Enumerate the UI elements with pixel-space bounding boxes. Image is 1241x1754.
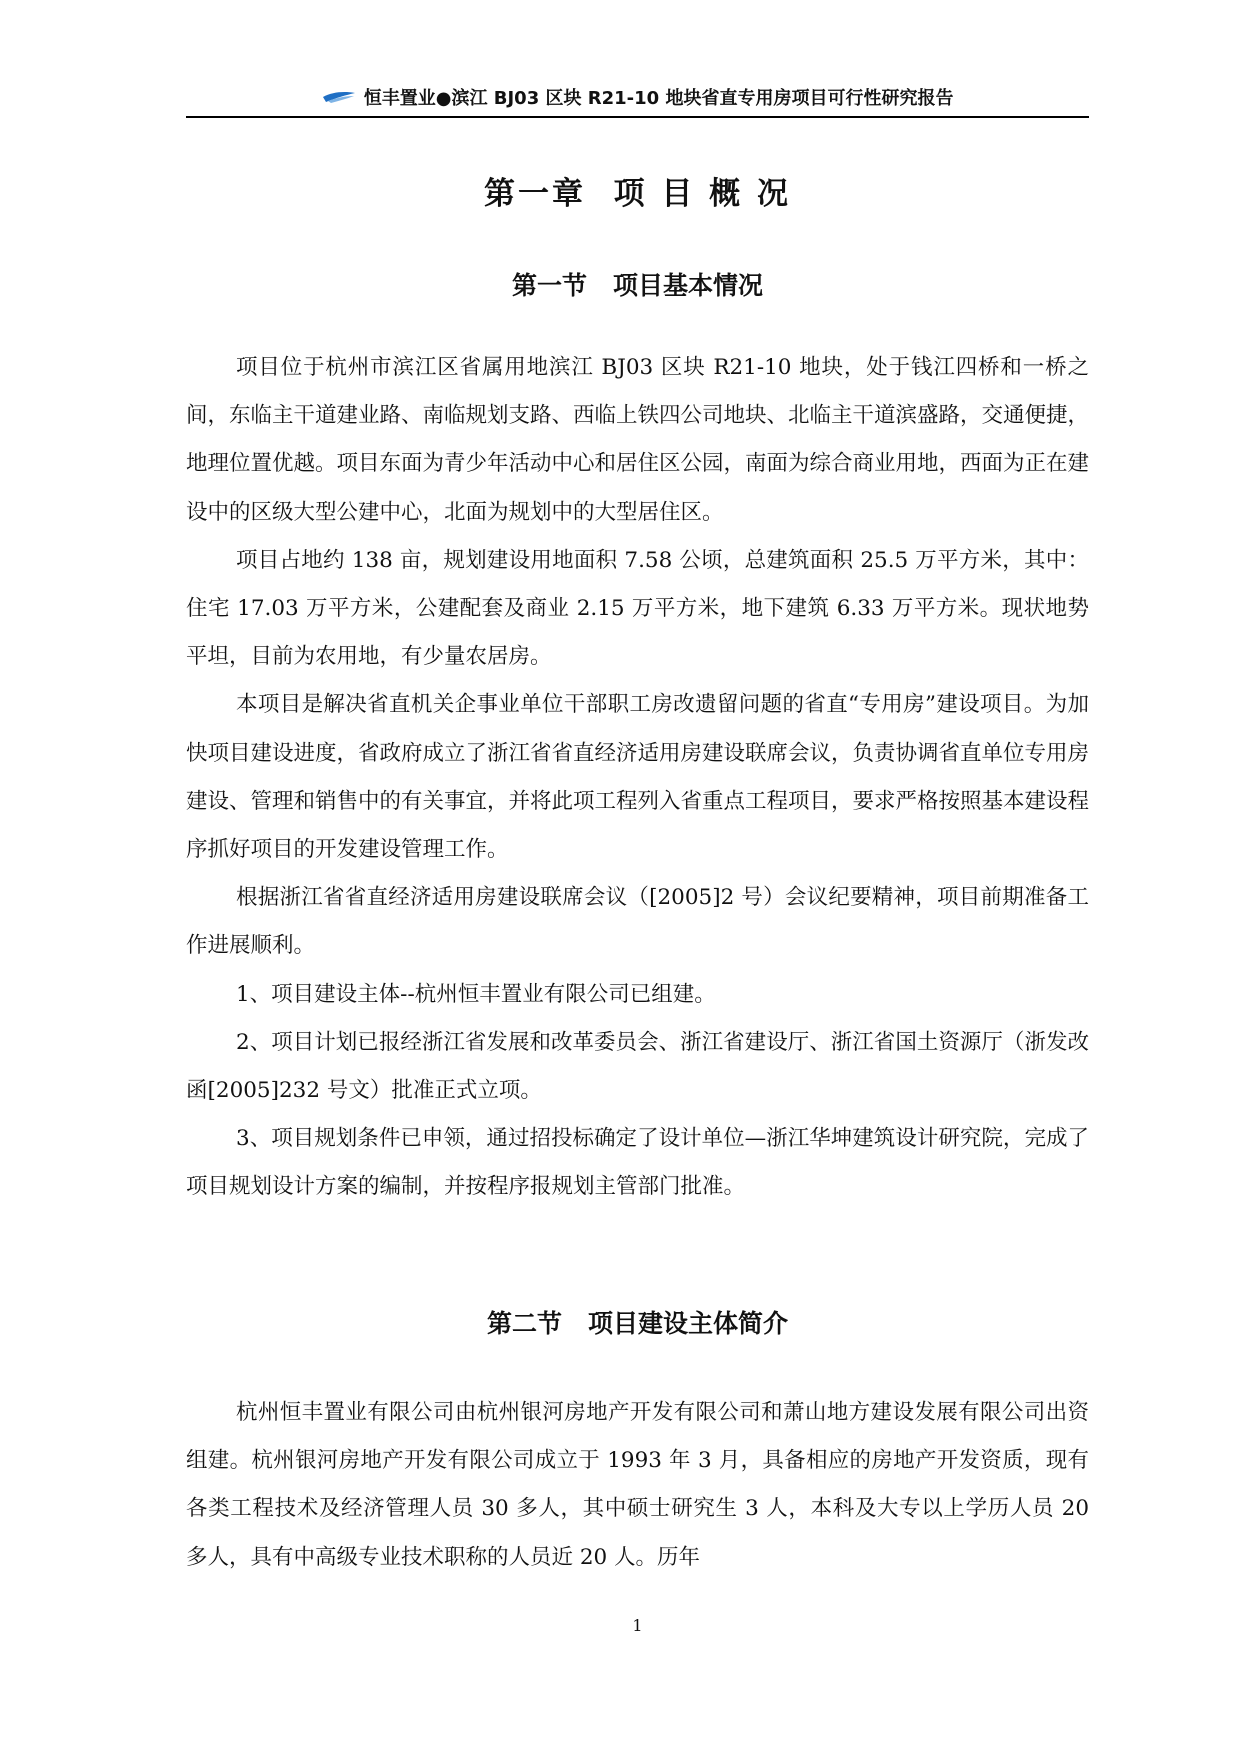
body-paragraph: 根据浙江省省直经济适用房建设联席会议（[2005]2 号）会议纪要精神，项目前期准备工作进展顺利。 [186, 885, 1089, 959]
header-title: 恒丰置业●滨江 BJ03 区块 R21-10 地块省直专用房项目可行性研究报告 [363, 88, 954, 109]
body-paragraph: 杭州恒丰置业有限公司由杭州银河房地产开发有限公司和萧山地方建设发展有限公司出资组建。杭州银河房地产开发有限公司成立于 1993 年 3 月，具备相应的房地产开发资质，现有各类工程技术及经济管理人员 30 多人，其中硕士研究生 3 人，本科及大专以上学历人员 20 多人，具有中高级专业技术职称的人员近 20 人。历年 [186, 1400, 1089, 1570]
list-item: 3、项目规划条件已申领，通过招投标确定了设计单位—浙江华坤建筑设计研究院，完成了项目规划设计方案的编制，并按程序报规划主管部门批准。 [186, 1126, 1089, 1200]
section-body [186, 344, 1089, 1212]
body-paragraph: 项目占地约 138 亩，规划建设用地面积 7.58 公顷，总建筑面积 25.5 万平方米，其中：住宅 17.03 万平方米，公建配套及商业 2.15 万平方米，地下建筑 6.33 万平方米。现状地势平坦，目前为农用地，有少量农居房。 [186, 547, 1089, 670]
body-paragraph: 项目位于杭州市滨江区省属用地滨江 BJ03 区块 R21-10 地块，处于钱江四桥和一桥之间，东临主干道建业路、南临规划支路、西临上铁四公司地块、北临主干道滨盛路，交通便捷，地理位置优越。项目东面为青少年活动中心和居住区公园，南面为综合商业用地，西面为正在建设中的区级大型公建中心，北面为规划中的大型居住区。 [186, 355, 1090, 525]
section-title: 第二节 项目建设主体简介 [486, 1309, 789, 1338]
list-item: 1、项目建设主体--杭州恒丰置业有限公司已组建。 [236, 981, 716, 1007]
section-title: 第一节 项目基本情况 [511, 271, 764, 300]
body-paragraph: 本项目是解决省直机关企事业单位干部职工房改遗留问题的省直“专用房”建设项目。为加快项目建设进度，省政府成立了浙江省省直经济适用房建设联席会议，负责协调省直单位专用房建设、管理和销售中的有关事宜，并将此项工程列入省重点工程项目，要求严格按照基本建设程序抓好项目的开发建设管理工作。 [186, 692, 1090, 863]
section-body [186, 1389, 1089, 1582]
running-header [186, 86, 1089, 118]
swoosh-logo-icon [322, 86, 356, 112]
chapter-title: 第一章 项 目 概 况 [484, 176, 791, 212]
list-item: 2、项目计划已报经浙江省发展和改革委员会、浙江省建设厅、浙江省国土资源厅（浙发改函[2005]232 号文）批准正式立项。 [186, 1029, 1089, 1104]
page-number: 1 [632, 1616, 643, 1635]
